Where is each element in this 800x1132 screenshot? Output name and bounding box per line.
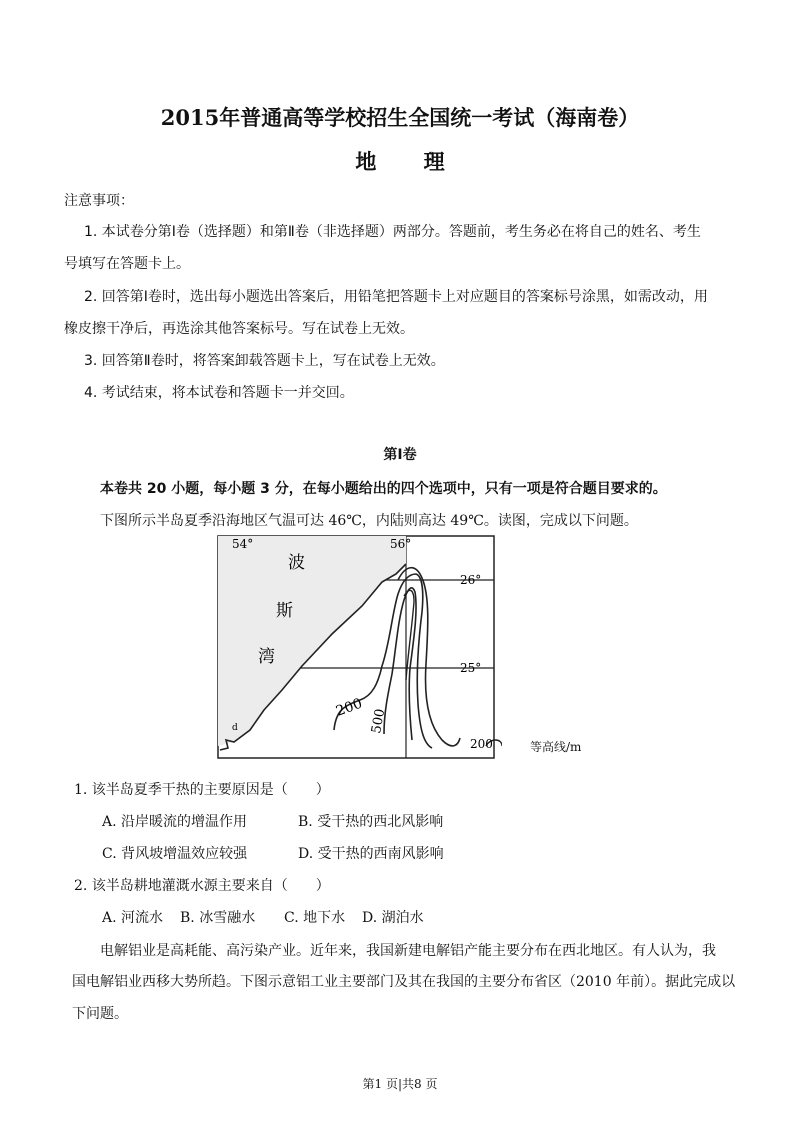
small-map-label: d [232, 723, 238, 733]
longitude-label-56: 56° [390, 537, 412, 551]
latitude-label-26: 26° [460, 573, 482, 587]
sea-name-char-2: 斯 [276, 601, 293, 621]
section-title: 第Ⅰ卷 [383, 447, 417, 463]
notice-item-1-line-2: 号填写在答题卡上。 [64, 256, 190, 272]
question-2: 2. 该半岛耕地灌溉水源主要来自（ ） [74, 878, 330, 894]
question-2-option-d: D. 湖泊水 [362, 910, 424, 926]
legend-contour-text: 等高线/m [530, 740, 582, 754]
question-1: 1. 该半岛夏季干热的主要原因是（ ） [74, 782, 330, 798]
longitude-label-54: 54° [232, 537, 254, 551]
question-1-option-d: D. 受干热的西南风影响 [298, 846, 444, 862]
notice-item-2-line-2: 橡皮擦干净后，再选涂其他答案标号。写在试卷上无效。 [64, 321, 414, 337]
notice-item-1-line-1: 1. 本试卷分第Ⅰ卷（选择题）和第Ⅱ卷（非选择题）两部分。答题前，考生务必在将自己的姓名、考生 [84, 224, 701, 240]
sea-name-char-3: 湾 [258, 647, 275, 667]
question-2-option-b: B. 冰雪融水 [180, 910, 256, 926]
question-1-option-b: B. 受干热的西北风影响 [298, 814, 444, 830]
exam-title: 2015年普通高等学校招生全国统一考试（海南卷） [160, 105, 640, 130]
contour-map [212, 534, 502, 762]
question-2-option-a: A. 河流水 [102, 910, 164, 926]
sea-name-char-1: 波 [288, 553, 305, 573]
question-2-option-c: C. 地下水 [284, 910, 346, 926]
notice-heading: 注意事项： [64, 193, 134, 209]
contour-label-200: 200 [333, 695, 365, 720]
passage-line-2: 国电解铝业西移大势所趋。下图示意铝工业主要部门及其在我国的主要分布省区（2010 年前）。据此完成以 [72, 974, 736, 990]
question-1-option-c: C. 背风坡增温效应较强 [102, 846, 248, 862]
section-intro: 本卷共 20 小题，每小题 3 分，在每小题给出的四个选项中，只有一项是符合题目要求的。 [100, 481, 667, 497]
notice-item-3: 3. 回答第Ⅱ卷时，将答案卸载答题卡上，写在试卷上无效。 [84, 353, 445, 369]
contour-label-500: 500 [369, 707, 389, 735]
page-footer: 第1 页|共8 页 [362, 1077, 438, 1091]
contour-line-500 [384, 588, 416, 740]
exam-subject: 地 理 [355, 149, 465, 174]
question-1-option-a: A. 沿岸暖流的增温作用 [102, 814, 248, 830]
legend-contour-value: 200 [470, 737, 493, 751]
notice-item-4: 4. 考试结束，将本试卷和答题卡一并交回。 [84, 385, 354, 401]
question-stem-1: 下图所示半岛夏季沿海地区气温可达 46℃，内陆则高达 49℃。读图，完成以下问题。 [100, 513, 638, 529]
contour-line-outer [398, 568, 460, 746]
latitude-label-25: 25° [460, 661, 482, 675]
passage-line-3: 下问题。 [72, 1006, 128, 1022]
passage-line-1: 电解铝业是高耗能、高污染产业。近年来，我国新建电解铝产能主要分布在西北地区。有人认为，我 [100, 943, 716, 959]
notice-item-2-line-1: 2. 回答第Ⅰ卷时，选出每小题选出答案后，用铅笔把答题卡上对应题目的答案标号涂黑，如需改动，用 [84, 289, 708, 305]
